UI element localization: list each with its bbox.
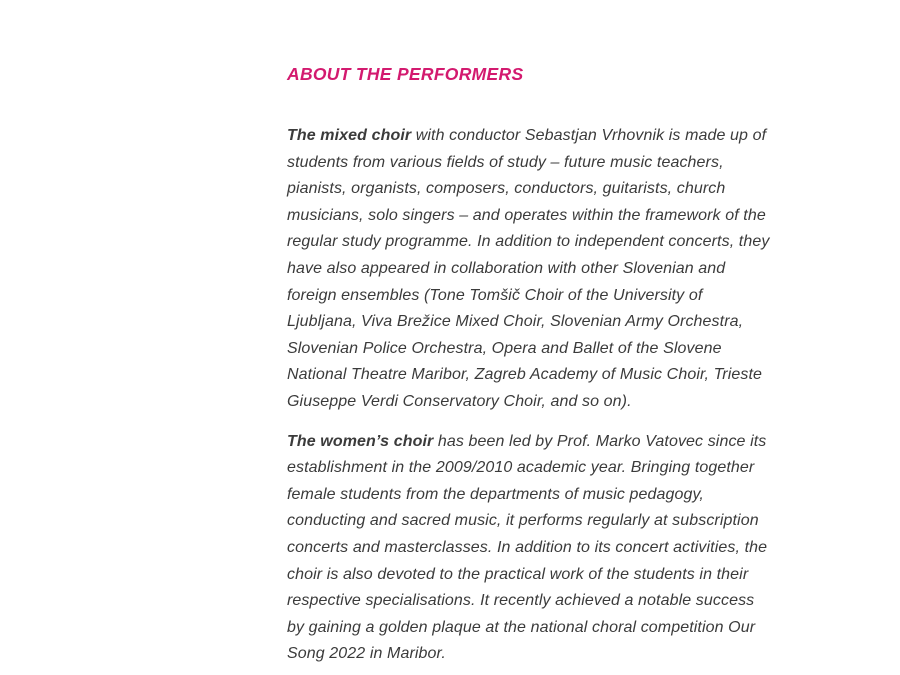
paragraph-womens-choir	[287, 429, 774, 668]
paragraph-mixed-choir	[287, 123, 774, 416]
paragraph-body-womens-choir: has been led by Prof. Marko Vatovec since its establishment in the 2009/2010 academic year. Bringing together female students from the departments of music pedagogy, conducting and sacred music, it performs regularly at subscription concerts and masterclasses. In addition to its concert activities, the choir is also devoted to the practical work of the students in their respective specialisations. It recently achieved a notable success by gaining a golden plaque at the national choral competition Our Song 2022 in Maribor.	[287, 432, 768, 663]
paragraph-lead-mixed-choir: The mixed choir	[287, 127, 412, 144]
paragraph-body-mixed-choir: with conductor Sebastjan Vrhovnik is made up of students from various fields of study – future music teachers, pianists, organists, composers, conductors, guitarists, church musicians, solo singers – and operates within the framework of the regular study programme. In addition to independent concerts, they have also appeared in collaboration with other Slovenian and foreign ensembles (Tone Tomšič Choir of the University of Ljubljana, Viva Brežice Mixed Choir, Slovenian Army Orchestra, Slovenian Police Orchestra, Opera and Ballet of the Slovene National Theatre Maribor, Zagreb Academy of Music Choir, Trieste Giuseppe Verdi Conservatory Choir, and so on).	[287, 127, 770, 410]
about-performers-section	[287, 64, 774, 668]
paragraph-lead-womens-choir: The women’s choir	[287, 432, 434, 450]
page-title: ABOUT THE PERFORMERS	[287, 64, 524, 84]
